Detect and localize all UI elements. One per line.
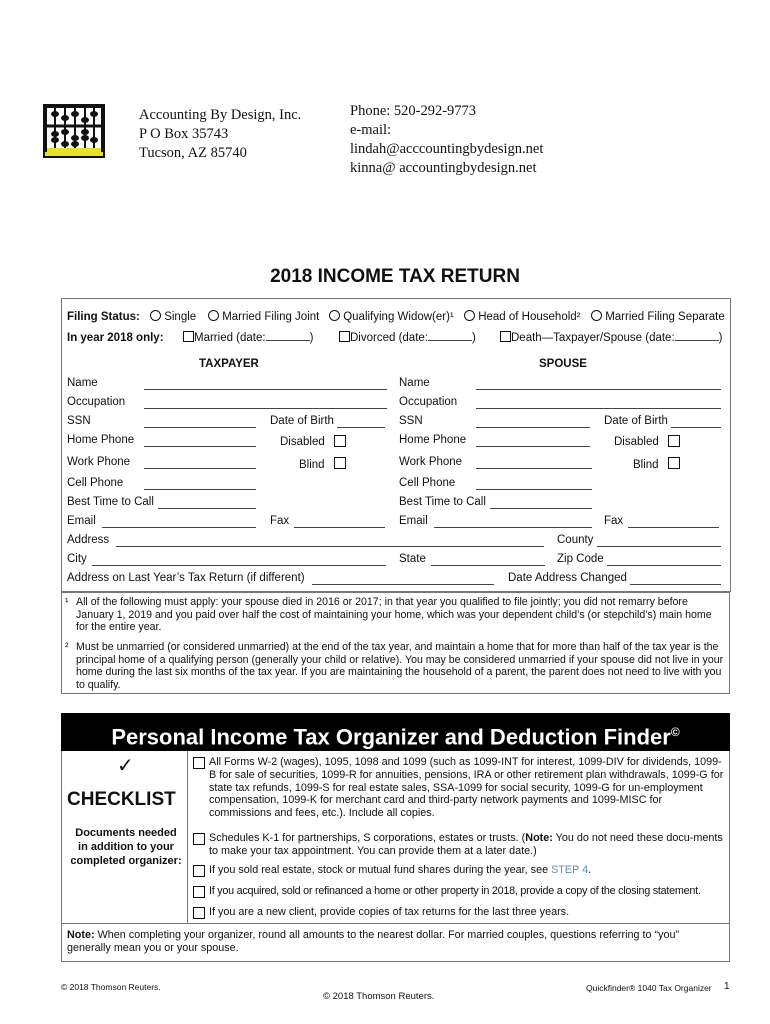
step-4-link[interactable]: STEP 4 [551,864,589,876]
checklist-checkbox-3[interactable] [193,865,205,877]
filing-option-mfj[interactable]: Married Filing Joint [208,310,319,323]
sp-cell-field[interactable] [476,478,592,490]
organizer-title-bar [61,713,730,751]
state-label: State [399,553,426,565]
last-year-address-label: Address on Last Year’s Tax Return (if different) [67,572,305,584]
footnote-1: All of the following must apply: your spouse died in 2016 or 2017; in that year you qualified to file jointly; you did not remarry before January 1, 2019 and you paid over half the cost of maintaining your home, which was your dependent child’s (or stepchild’s) main home for the entire year. [76,596,712,634]
tp-name-label: Name [67,377,98,389]
sp-home-phone-field[interactable] [476,435,590,447]
sp-occupation-label: Occupation [399,396,458,408]
checklist-heading: CHECKLIST [67,789,176,810]
page-number: 1 [724,981,730,992]
footnote-1-mark: ¹ [65,596,69,608]
tp-name-field[interactable] [144,378,387,390]
tp-home-phone-label: Home Phone [67,434,135,446]
sp-ssn-label: SSN [399,415,423,427]
checkbox-icon[interactable] [183,331,194,342]
sp-cell-label: Cell Phone [399,477,456,489]
checklist-checkbox-1[interactable] [193,757,205,769]
check-mark-icon: ✓ [117,755,134,777]
docs-needed-note: Documents needed in addition to your completed organizer: [70,827,182,867]
sp-home-phone-label: Home Phone [399,434,467,446]
tp-home-phone-field[interactable] [144,435,256,447]
checkbox-icon[interactable] [500,331,511,342]
tp-email-field[interactable] [102,516,256,528]
checklist-checkbox-2[interactable] [193,833,205,845]
sp-occupation-field[interactable] [476,397,721,409]
sp-dob-label: Date of Birth [604,415,668,427]
address-field[interactable] [116,535,544,547]
organizer-title: Personal Income Tax Organizer and Deduction Finder [111,724,671,750]
tp-ssn-field[interactable] [144,416,256,428]
radio-icon[interactable] [150,310,161,321]
footer-center: © 2018 Thomson Reuters. [323,991,435,1002]
sp-ssn-field[interactable] [476,416,590,428]
radio-icon[interactable] [208,310,219,321]
sp-email-label: Email [399,515,428,527]
checklist-item-5: If you are a new client, provide copies of tax returns for the last three years. [209,906,570,918]
company-address-1: P O Box 35743 [139,126,229,142]
year-only-label: In year 2018 only: [67,332,164,344]
checklist-item-2: Schedules K-1 for partnerships, S corporations, estates or trusts. (Note: You do not need these docu-ments to make your tax appointment. You can provide them at a later date.) [209,832,723,857]
sp-disabled-label: Disabled [614,436,659,448]
filing-option-widow[interactable]: Qualifying Widow(er)¹ [329,310,454,323]
tp-work-phone-field[interactable] [144,457,256,469]
spouse-heading: SPOUSE [539,358,587,370]
taxpayer-heading: TAXPAYER [199,358,259,370]
sp-disabled-checkbox[interactable] [668,435,680,447]
filing-option-mfs[interactable]: Married Filing Separate [591,310,725,323]
city-label: City [67,553,87,565]
tp-fax-field[interactable] [294,516,385,528]
company-address-2: Tucson, AZ 85740 [139,145,247,161]
checklist-checkbox-5[interactable] [193,907,205,919]
radio-icon[interactable] [591,310,602,321]
sp-fax-field[interactable] [628,516,719,528]
last-year-address-field[interactable] [312,573,494,585]
sp-fax-label: Fax [604,515,624,527]
sp-name-field[interactable] [476,378,721,390]
company-name: Accounting By Design, Inc. [139,107,302,123]
tp-blind-checkbox[interactable] [334,457,346,469]
county-label: County [557,534,594,546]
sp-blind-label: Blind [633,459,659,471]
married-date-option[interactable]: Married (date: ) [183,331,313,344]
state-field[interactable] [431,554,545,566]
city-field[interactable] [92,554,386,566]
abacus-logo [43,104,105,158]
death-date-option[interactable]: Death—Taxpayer/Spouse (date: ) [500,331,723,344]
tp-ssn-label: SSN [67,415,91,427]
zip-label: Zip Code [557,553,604,565]
address-label: Address [67,534,110,546]
footnote-2: Must be unmarried (or considered unmarried) at the end of the tax year, and maintain a home that for more than half of the tax year is the principal home of a qualifying person (generally your child or relative). You may be considered unmarried if your spouse did not live in your home during the last six months of the tax year. If you are maintaining the household of a parent, the parent does not need to live with you to qualify. [76,641,724,691]
tp-cell-label: Cell Phone [67,477,124,489]
date-changed-field[interactable] [630,573,721,585]
checklist-item-1: All Forms W-2 (wages), 1095, 1098 and 1099 (such as 1099-INT for interest, 1099-DIV for dividends, 1099-B for sale of securities, 1099-R for annuities, pensions, IRA or other retirement plan withdrawals, 1099-G for state tax refunds, 1099-S for real estate sales, SSA-1099 for social security, 1099-G for un-employment compensation, 1099-K for merchant card and third-party network payments and 1099-MISC for commissions and fees, etc.). Include all copies. [209,756,724,820]
contact-block [350,102,543,178]
tp-work-phone-label: Work Phone [67,456,131,468]
tp-dob-label: Date of Birth [270,415,334,427]
tp-best-time-label: Best Time to Call [67,496,154,508]
footnote-2-mark: ² [65,641,69,653]
tp-email-label: Email [67,515,96,527]
sp-work-phone-field[interactable] [476,457,592,469]
tp-dob-field[interactable] [337,416,385,428]
radio-icon[interactable] [329,310,340,321]
divorced-date-option[interactable]: Divorced (date: ) [339,331,476,344]
footer-right: Quickfinder® 1040 Tax Organizer [586,983,712,993]
tp-cell-field[interactable] [144,478,256,490]
rounding-note: Note: When completing your organizer, round all amounts to the nearest dollar. For married couples, questions referring to “you” generally mean you or your spouse. [67,929,680,954]
sp-email-field[interactable] [434,516,592,528]
radio-icon[interactable] [464,310,475,321]
checkbox-icon[interactable] [339,331,350,342]
filing-status-label: Filing Status: [67,311,140,323]
company-block [139,106,301,163]
checklist-item-4: If you acquired, sold or refinanced a home or other property in 2018, provide a copy of the closing statement. [209,885,701,897]
filing-option-single[interactable]: Single [150,310,196,323]
sp-best-time-label: Best Time to Call [399,496,486,508]
filing-option-hoh[interactable]: Head of Household² [464,310,581,323]
email-1[interactable]: lindah@acccountingbydesign.net [350,141,544,157]
page-title: 2018 INCOME TAX RETURN [270,266,520,287]
county-field[interactable] [597,535,721,547]
tp-occupation-label: Occupation [67,396,126,408]
sp-best-time-field[interactable] [490,497,592,509]
tp-disabled-checkbox[interactable] [334,435,346,447]
company-phone: Phone: 520-292-9773 [350,103,477,119]
tp-fax-label: Fax [270,515,290,527]
tp-occupation-field[interactable] [144,397,387,409]
checklist-checkbox-4[interactable] [193,886,205,898]
sp-dob-field[interactable] [671,416,721,428]
sp-blind-checkbox[interactable] [668,457,680,469]
sp-work-phone-label: Work Phone [399,456,463,468]
checklist-item-3: If you sold real estate, stock or mutual fund shares during the year, see STEP 4. [209,864,592,876]
tp-best-time-field[interactable] [158,497,256,509]
zip-field[interactable] [607,554,721,566]
tp-blind-label: Blind [299,459,325,471]
email-2[interactable]: kinna@ accountingbydesign.net [350,160,537,176]
sp-name-label: Name [399,377,430,389]
footer-left: © 2018 Thomson Reuters. [61,982,161,992]
tp-disabled-label: Disabled [280,436,325,448]
copyright-mark: © [670,725,680,739]
date-changed-label: Date Address Changed [508,572,627,584]
email-label: e-mail: [350,122,392,138]
